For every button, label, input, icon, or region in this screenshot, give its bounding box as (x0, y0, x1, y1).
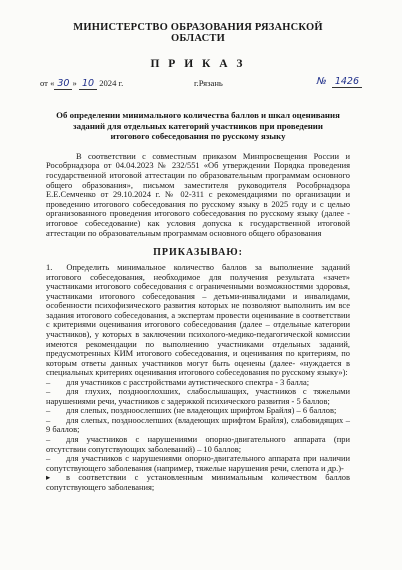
order-date (40, 78, 123, 89)
dash-item-text: для слепых, поздноослепших (владеющих шрифтом Брайля), слабовидящих – 9 баллов; (46, 414, 350, 435)
dash-mark: ▸ (46, 472, 51, 483)
continuation-text: в соответствии с установленным минимальным количеством баллов сопутствующего заболевания; (46, 472, 350, 492)
dash-item-text: для слепых, поздноослепших (не владеющих шрифтом Брайля) – 6 баллов; (66, 405, 337, 416)
dash-mark: – (46, 433, 51, 444)
handwritten-month: 10 (79, 78, 97, 90)
order-body (46, 263, 350, 492)
date-year: 2024 г. (99, 78, 124, 88)
dash-mark: – (46, 414, 51, 425)
continuation-line (46, 473, 350, 492)
date-mid: » (72, 78, 77, 88)
order-number (314, 76, 362, 87)
item-1-paragraph (46, 263, 350, 378)
handwritten-number: 1426 (332, 76, 362, 88)
handwritten-day: 30 (54, 78, 72, 90)
dash-mark: – (46, 386, 51, 397)
item-1-text: Определить минимальное количество баллов за выполнение заданий итогового собеседования, необходимое для получения результата «зачет» участниками итогового собеседования с ограниченными возможностями здоровья, участниками итогового собеседования – детьми-инвалидами и инвалидами, особенности психофизического развития которых не позволяют выполнить им все задания итогового собеседования, а экспертам провести оценивание в соответствии с критериями оценивания итогового собеседования (далее – отдельные категории участников), у которых в заключении психолого-медико-педагогической комиссии имеются рекомендации по выполнению участниками отдельных заданий, предусмотренных КИМ итогового собеседования, и оценивания по критериям, по которым ответы данных участников могут быть оценены (далее- «нуждается в специальных критериях оценивания итогового собеседования по русскому языку»): (46, 262, 350, 378)
dash-mark: – (46, 376, 51, 387)
order-meta-row (40, 76, 359, 92)
item-1-label: 1. (46, 262, 53, 273)
number-sign: № (316, 76, 327, 87)
dash-mark: – (46, 405, 51, 416)
order-title: Об определении минимального количества баллов и шкал оценивания заданий для отдельных категорий участников при проведении итогового собеседования по русскому языку (56, 110, 340, 142)
dash-item-text: для участников с расстройствами аутистического спектра - 3 балла; (66, 376, 310, 387)
dash-item (46, 387, 350, 406)
document-type: П Р И К А З (150, 58, 246, 70)
dash-item (46, 454, 350, 473)
dash-item (46, 416, 350, 435)
order-directive-word: ПРИКАЗЫВАЮ: (153, 247, 243, 259)
dash-item-text: для участников с нарушениями опорно-двигательного аппарата при наличии сопутствующего заболевания (например, тяжелые нарушения речи, слепота и др.)- (46, 453, 350, 473)
dash-mark: – (46, 453, 51, 464)
date-prefix: от « (40, 78, 55, 88)
preamble-paragraph: В соответствии с совместным приказом Минпросвещения России и Рособрнадзора от 04.04.2023 № 232/551 «Об утверждении Порядка проведения государственной итоговой аттестации по образовательным программам основного общего образования», письмом заместителя руководителя Рособрнадзора Е.Е.Семченко от 29.10.2024 г. № 02-311 с рекомендациями по организации и проведению итогового собеседования по русскому языку в 2025 году и с целью организованного проведения итогового собеседования по русскому языку (далее - итоговое собеседование) как условия допуска к государственной итоговой аттестации по образовательным программам основного общего образования (46, 150, 350, 238)
dash-item (46, 435, 350, 454)
city: г.Рязань (194, 78, 223, 88)
dash-item-text: для участников с нарушениями опорно-двигательного аппарата (при отсутствии сопутствующих заболеваний) – 10 баллов; (46, 433, 350, 454)
dash-item-text: для глухих, позднооглохших, слабослышащих, участников с тяжелыми нарушениями речи, участников с задержкой психического развития - 5 баллов; (46, 386, 350, 406)
ministry-heading: МИНИСТЕРСТВО ОБРАЗОВАНИЯ РЯЗАНСКОЙ ОБЛАСТИ (73, 22, 323, 44)
